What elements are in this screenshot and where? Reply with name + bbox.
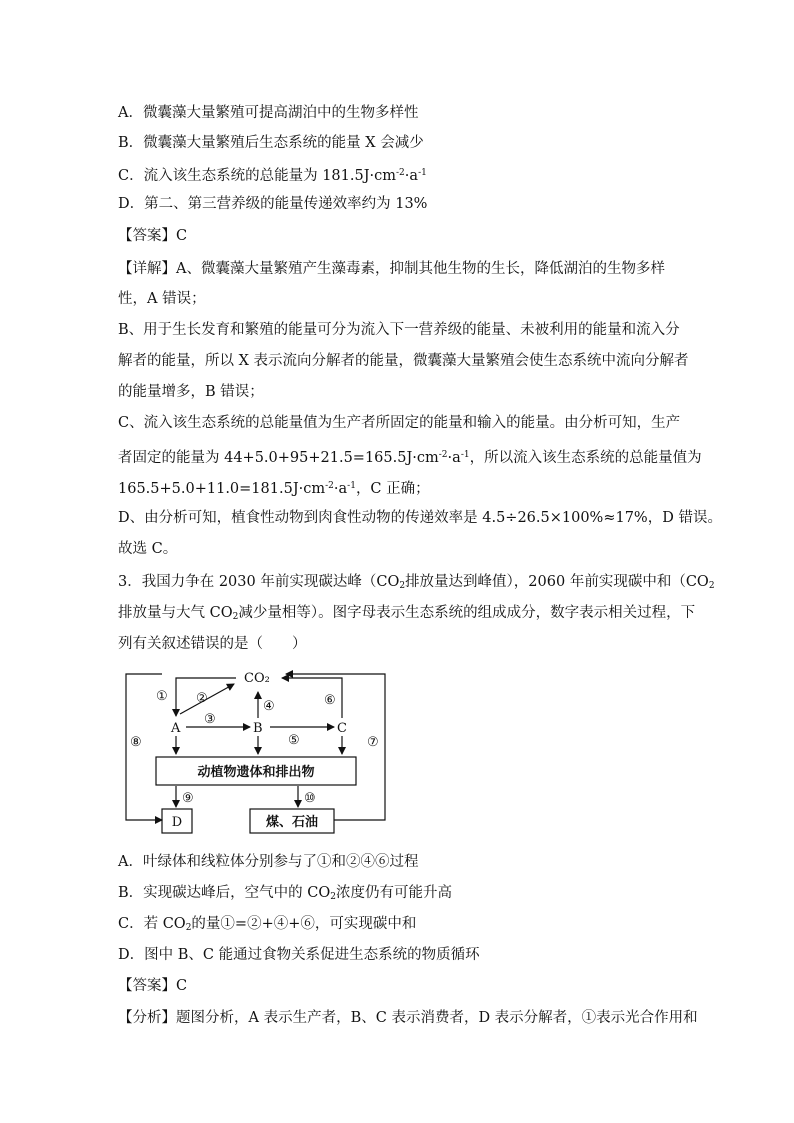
q3-option-c-sub: 2: [185, 923, 192, 933]
q2-explain-line-7-b: ，所以流入该生态系统的总能量值为: [469, 450, 702, 466]
label-10: ⑩: [304, 791, 316, 806]
q2-option-a: A．微囊藻大量繁殖可提高湖泊中的生物多样性: [118, 105, 419, 121]
node-a: A: [171, 721, 181, 736]
carbon-cycle-diagram: [118, 664, 398, 842]
q2-option-d: D．第二、第三营养级的能量传递效率约为 13%: [118, 196, 428, 212]
q2-option-c-text: C．流入该生态系统的总能量为 181.5J·cm: [118, 168, 397, 184]
q3-stem-line-3: 列有关叙述错误的是（ ）: [118, 636, 307, 652]
label-1: ①: [156, 689, 168, 704]
q3-option-c: [118, 914, 416, 938]
q3-option-b-a: B．实现碳达峰后，空气中的 CO: [118, 885, 331, 901]
q2-explain-line-8-exp1: -2: [325, 481, 334, 491]
node-b: B: [253, 721, 263, 736]
q2-explain-line-3: B、用于生长发育和繁殖的能量可分为流入下一营养级的能量、未被利用的能量和流入分: [118, 322, 680, 338]
q3-stem-1-sub2: 2: [708, 581, 715, 591]
label-8: ⑧: [130, 735, 142, 750]
q2-explain-line-7-exp1: -2: [438, 450, 448, 460]
q3-option-a: A．叶绿体和线粒体分别参与了①和②④⑥过程: [118, 854, 419, 870]
q2-explain-line-7: [118, 445, 702, 468]
q2-explain-line-2: 性，A 错误；: [118, 291, 206, 307]
q2-explain-line-8-unit: ·a: [333, 481, 348, 497]
q3-analysis: 【分析】题图分析，A 表示生产者，B、C 表示消费者，D 表示分解者，①表示光合作用和: [118, 1010, 698, 1026]
q3-option-d: D．图中 B、C 能通过食物关系促进生态系统的物质循环: [118, 947, 480, 963]
q2-explain-line-8: [118, 476, 430, 499]
q2-explain-line-7-a: 者固定的能量为 44+5.0+95+21.5=165.5J·cm: [118, 450, 439, 466]
label-6: ⑥: [324, 693, 336, 708]
q2-explain-line-6: C、流入该生态系统的总能量值为生产者所固定的能量和输入的能量。由分析可知，生产: [118, 415, 681, 431]
q2-explain-line-7-exp2: -1: [460, 450, 470, 460]
q2-explain-line-9: D、由分析可知，植食性动物到肉食性动物的传递效率是 4.5÷26.5×100%≈17%，D 错误。: [118, 510, 722, 526]
label-5: ⑤: [288, 733, 300, 748]
q3-stem-line-1: [118, 572, 715, 596]
q2-option-c-exp2: -1: [418, 168, 427, 178]
q3-option-c-a: C．若 CO: [118, 916, 186, 932]
q2-option-b: B．微囊藻大量繁殖后生态系统的能量 X 会减少: [118, 135, 424, 151]
q3-stem-1-sub: 2: [399, 581, 406, 591]
q3-option-c-b: 的量①=②+④+⑥，可实现碳中和: [191, 916, 417, 932]
co2-label: CO₂: [244, 671, 270, 686]
fossil-fuel-label: 煤、石油: [265, 815, 319, 830]
q2-answer: 【答案】C: [118, 228, 188, 244]
q2-explain-line-4: 解者的能量，所以 X 表示流向分解者的能量，微囊藻大量繁殖会使生态系统中流向分解者: [118, 353, 689, 369]
label-3: ③: [204, 712, 216, 727]
q2-option-c: [118, 163, 427, 186]
label-9: ⑨: [182, 791, 194, 806]
q2-explain-line-8-exp2: -1: [347, 481, 356, 491]
q3-stem-line-2: [118, 603, 695, 627]
q2-option-c-unit: ·a: [404, 168, 419, 184]
node-d: D: [171, 815, 183, 830]
label-4: ④: [263, 699, 275, 714]
q3-stem-2a: 排放量与大气 CO: [118, 605, 233, 621]
remains-label: 动植物遗体和排出物: [197, 765, 315, 780]
q3-option-b-b: 浓度仍有可能升高: [335, 885, 452, 901]
label-2: ②: [196, 691, 208, 706]
q3-stem-1b: 排放量达到峰值），2060 年前实现碳中和（CO: [405, 574, 709, 590]
q3-stem-1a: 3．我国力争在 2030 年前实现碳达峰（CO: [118, 574, 400, 590]
q2-explain-line-8-a: 165.5+5.0+11.0=181.5J·cm: [118, 481, 326, 497]
q2-explain-line-8-b: ，C 正确；: [355, 481, 430, 497]
q3-stem-2-sub: 2: [232, 612, 239, 622]
q3-option-b-sub: 2: [330, 892, 336, 902]
node-c: C: [337, 721, 347, 736]
q2-explain-line-7-unit: ·a: [447, 450, 461, 466]
q2-explain-line-1: 【详解】A、微囊藻大量繁殖产生藻毒素，抑制其他生物的生长，降低湖泊的生物多样: [118, 261, 665, 277]
q3-answer: 【答案】C: [118, 978, 188, 994]
label-7: ⑦: [367, 735, 379, 750]
q3-stem-2b: 减少量相等）。图字母表示生态系统的组成成分，数字表示相关过程，下: [238, 605, 696, 621]
q3-option-b: [118, 883, 452, 907]
q2-explain-line-10: 故选 C。: [118, 541, 178, 557]
q2-explain-line-5: 的能量增多，B 错误；: [118, 384, 264, 400]
q2-option-c-exp1: -2: [396, 168, 405, 178]
